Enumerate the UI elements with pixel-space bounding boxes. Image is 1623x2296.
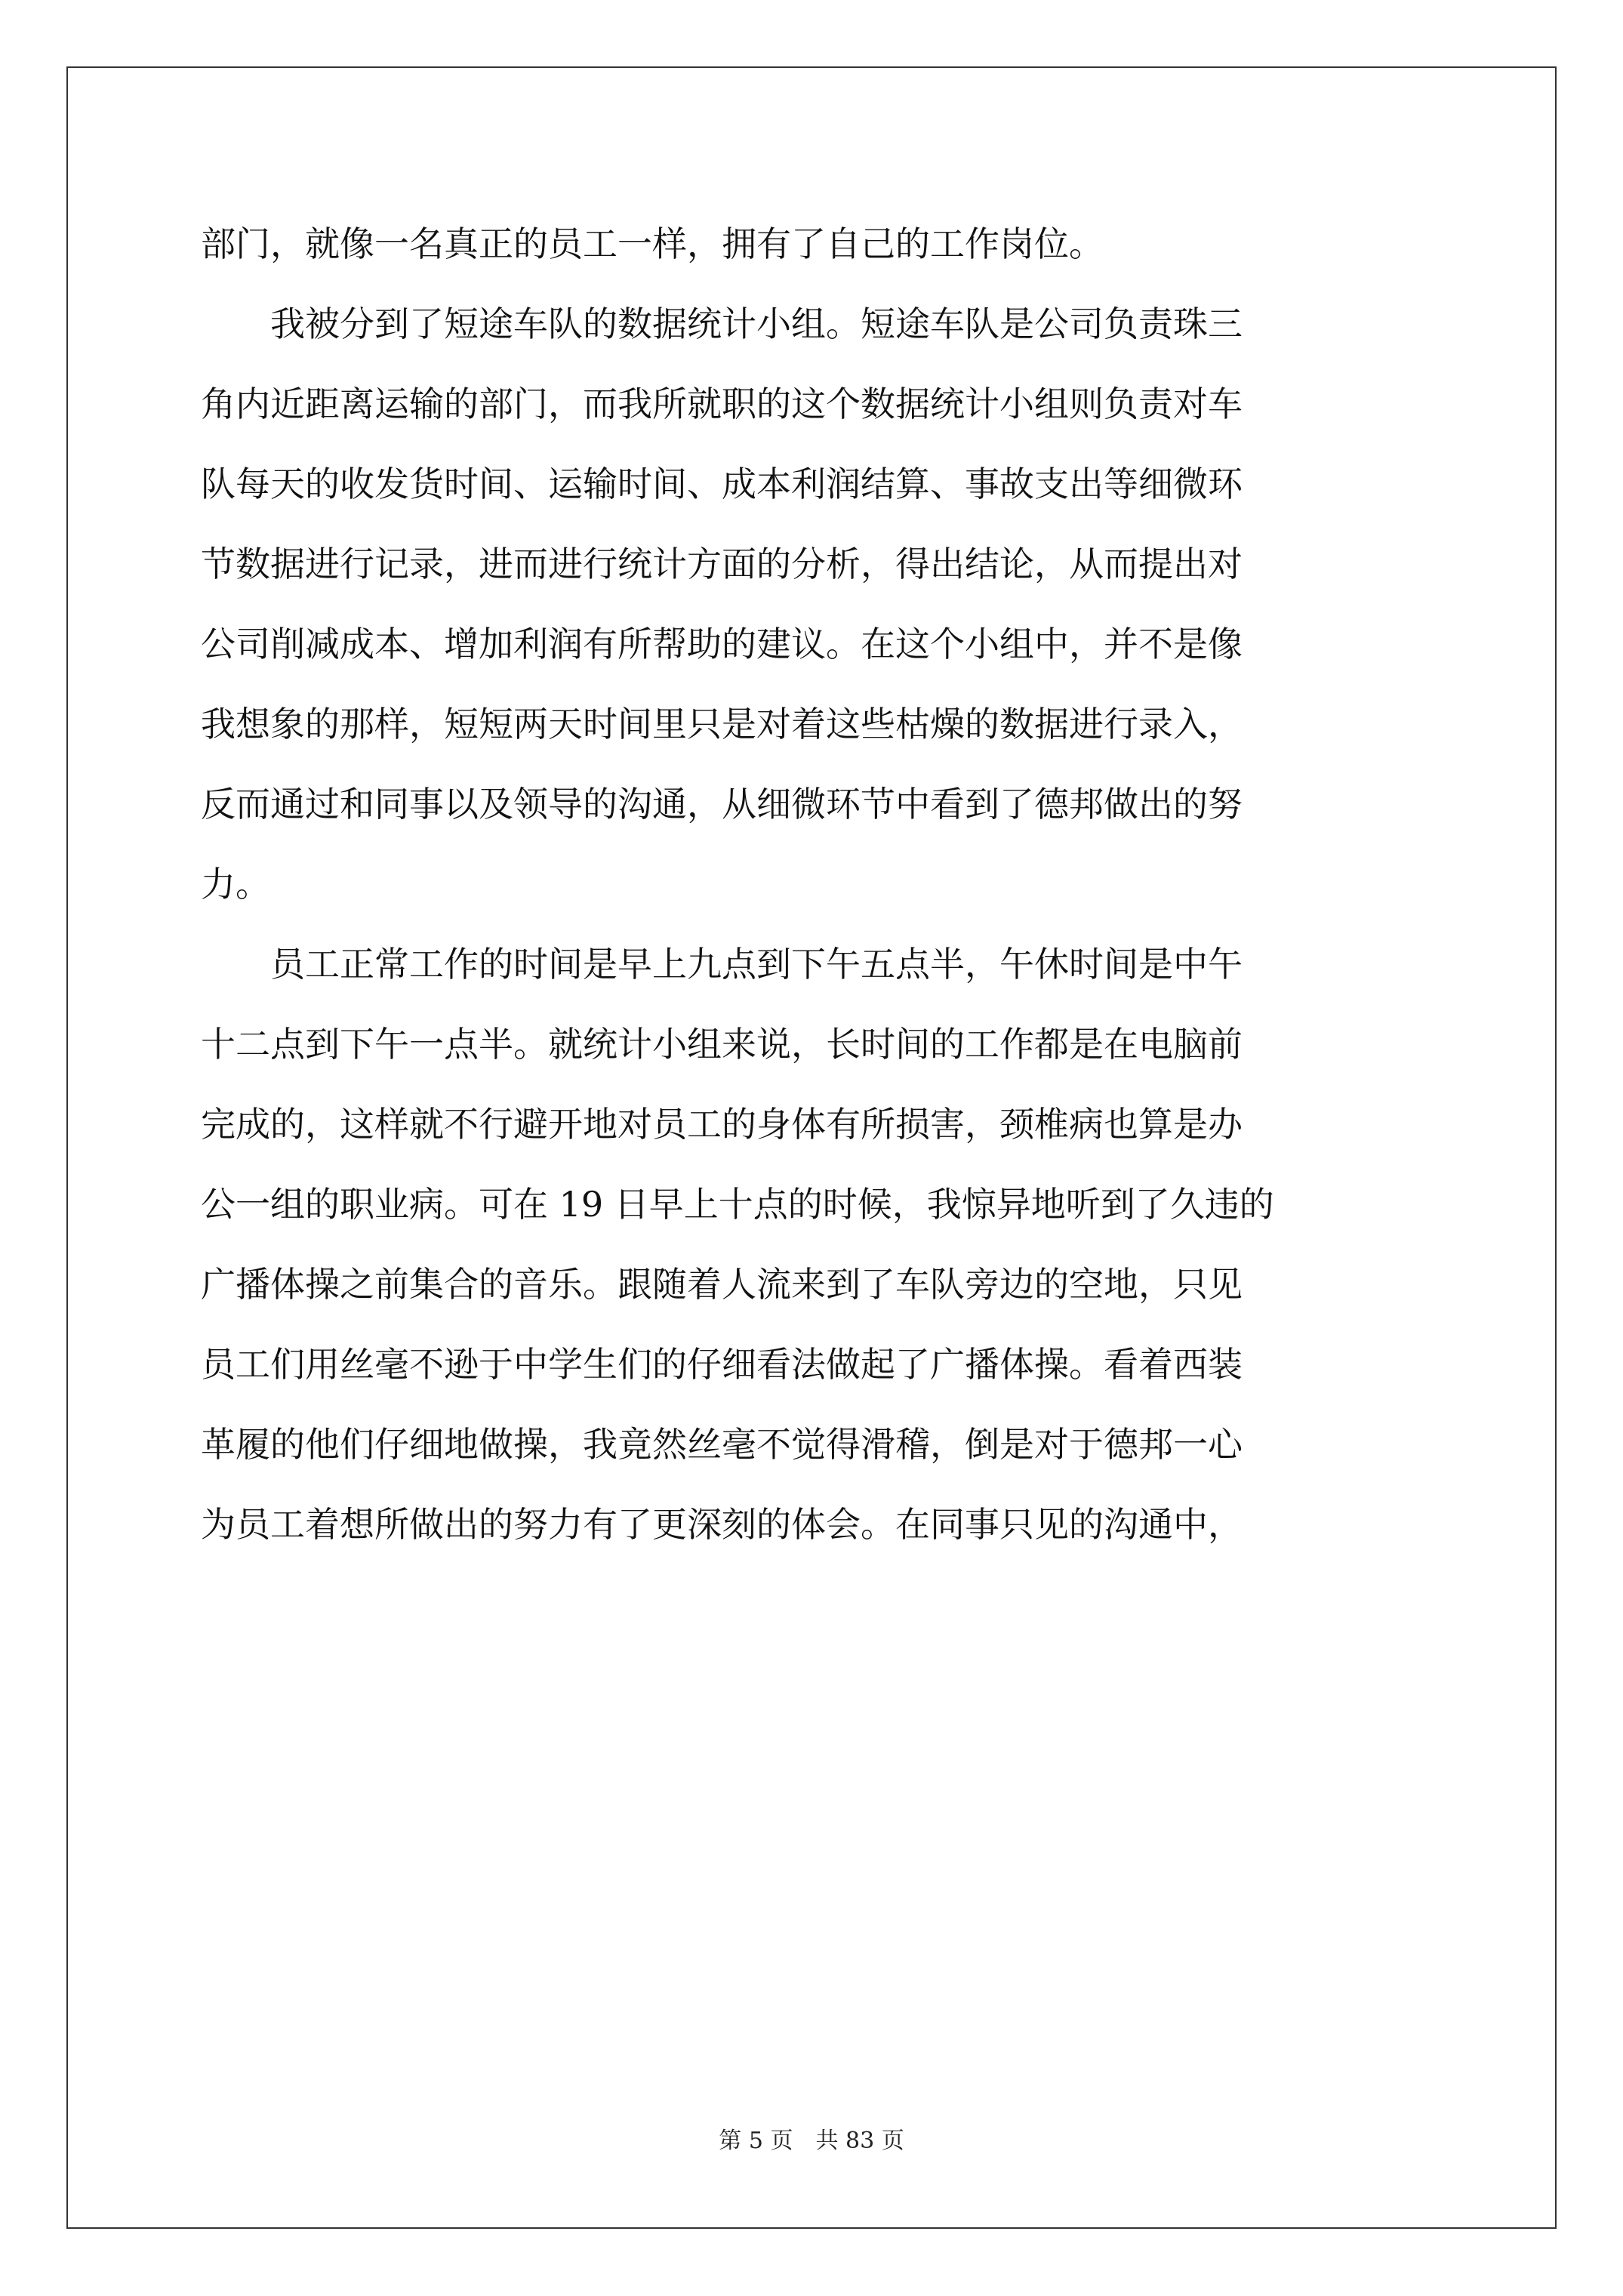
text-line: 十二点到下午一点半。就统计小组来说，长时间的工作都是在电脑前 [201,1024,1243,1065]
text-line: 我被分到了短途车队的数据统计小组。短途车队是公司负责珠三 [201,304,1243,344]
text-line: 节数据进行记录，进而进行统计方面的分析，得出结论，从而提出对 [201,544,1243,584]
text-line: 员工正常工作的时间是早上九点到下午五点半，午休时间是中午 [201,944,1243,985]
text-line: 反而通过和同事以及领导的沟通，从细微环节中看到了德邦做出的努 [201,784,1243,824]
text-line: 我想象的那样，短短两天时间里只是对着这些枯燥的数据进行录入， [201,704,1243,744]
page-number-footer: 第 5 页 共 83 页 [719,2128,904,2154]
text-line: 员工们用丝毫不逊于中学生们的仔细看法做起了广播体操。看着西装 [201,1344,1243,1385]
body-text [201,204,1431,1564]
text-line: 革履的他们仔细地做操，我竟然丝毫不觉得滑稽，倒是对于德邦一心 [201,1424,1243,1465]
text-line: 完成的，这样就不行避开地对员工的身体有所损害，颈椎病也算是办 [201,1104,1243,1145]
text-line: 队每天的收发货时间、运输时间、成本利润结算、事故支出等细微环 [201,464,1243,504]
text-line: 公一组的职业病。可在 19 日早上十点的时候，我惊异地听到了久违的 [201,1184,1274,1225]
text-line: 部门，就像一名真正的员工一样，拥有了自己的工作岗位。 [201,223,1104,264]
text-line: 力。 [201,864,270,905]
text-line: 广播体操之前集合的音乐。跟随着人流来到了车队旁边的空地，只见 [201,1264,1243,1305]
text-line: 为员工着想所做出的努力有了更深刻的体会。在同事只见的沟通中， [201,1504,1243,1545]
text-line: 公司削减成本、增加利润有所帮助的建议。在这个小组中，并不是像 [201,624,1243,664]
text-line: 角内近距离运输的部门，而我所就职的这个数据统计小组则负责对车 [201,384,1243,424]
